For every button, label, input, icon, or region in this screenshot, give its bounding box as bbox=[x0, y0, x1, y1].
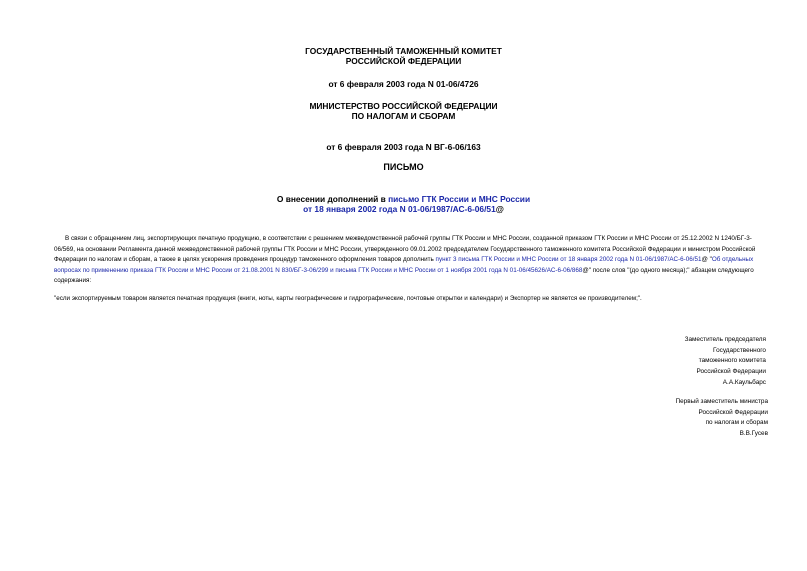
p1-link-point-3[interactable]: пункт 3 письма ГТК России и МНС России от 18 января 2002 года N 01-06/1987/АС-6-06/51 bbox=[435, 256, 702, 264]
p1-text-3: @" после слов "(до одного месяца);" абзацем следующего содержания: bbox=[54, 266, 754, 285]
p1-text-1: В связи с обращением лиц, экспортирующих печатную продукцию, в соответствии с решением межведомственной рабочей группы ГТК России и МНС России, созданной приказом ГТК России и МНС России от 25.12.2002 N 1240/БГ-3-06/569, на основании Регламента данной межведомственной рабочей группы ГТК России и МНС России, утвержденного 09.01.2002 председателем Государственного таможенного комитета Российской Федерации и министром Российской Федерации по налогам и сборам, а также в целях ускорения проведения процедур таможенного оформления товаров дополнить bbox=[54, 235, 756, 264]
p2-text: "если экспортируемым товаром является печатная продукция (книги, ноты, карты географические и гидрографические, почтовые открытки и календари) и Экспортер не является ее производителем;". bbox=[54, 295, 642, 302]
org1-line2: РОССИЙСКОЙ ФЕДЕРАЦИИ bbox=[345, 56, 462, 66]
paragraph-1 bbox=[54, 234, 772, 287]
sig1-line-2: Государственного bbox=[713, 346, 766, 354]
org1-date: от 6 февраля 2003 года N 01-06/4726 bbox=[328, 79, 479, 89]
subject-line1 bbox=[0, 194, 807, 205]
org2-line2: ПО НАЛОГАМ И СБОРАМ bbox=[351, 111, 456, 121]
p1-link-title[interactable]: Об отдельных вопросах по применению приказа ГТК России и МНС России от 21.08.2001 N 830/БГ-3-06/299 и письма ГТК России и МНС России от 1 ноября 2001 года N 01-06/45626/АС-6-06/868 bbox=[54, 256, 754, 274]
org1-line1: ГОСУДАРСТВЕННЫЙ ТАМОЖЕННЫЙ КОМИТЕТ bbox=[305, 46, 502, 56]
subject-line2 bbox=[0, 204, 807, 215]
signature-block-2 bbox=[676, 397, 768, 440]
doc-type: ПИСЬМО bbox=[383, 162, 424, 172]
org2-date: от 6 февраля 2003 года N ВГ-6-06/163 bbox=[326, 142, 481, 152]
sig1-line-4: Российской Федерации bbox=[696, 368, 766, 376]
subject-prefix: О внесении дополнений в bbox=[276, 194, 389, 204]
sig2-name: В.В.Гусев bbox=[739, 430, 768, 438]
sig1-line-1: Заместитель председателя bbox=[684, 336, 766, 343]
subject-suffix: @ bbox=[495, 204, 504, 214]
sig1-name: А.А.Каульбарс bbox=[722, 378, 766, 386]
sig2-line-3: по налогам и сборам bbox=[705, 419, 768, 427]
sig2-line-2: Российской Федерации bbox=[698, 408, 768, 416]
sig1-line-3: таможенного комитета bbox=[698, 357, 766, 365]
sig2-line-1: Первый заместитель министра bbox=[675, 398, 768, 405]
signature-block-1 bbox=[685, 335, 766, 389]
subject-link-letter[interactable]: письмо ГТК России и МНС России bbox=[388, 194, 531, 204]
org2-line1: МИНИСТЕРСТВО РОССИЙСКОЙ ФЕДЕРАЦИИ bbox=[309, 101, 498, 111]
p1-text-2: @ " bbox=[701, 256, 712, 264]
paragraph-2 bbox=[54, 294, 772, 305]
subject-link-date[interactable]: от 18 января 2002 года N 01-06/1987/АС-6-06/51 bbox=[303, 204, 496, 214]
